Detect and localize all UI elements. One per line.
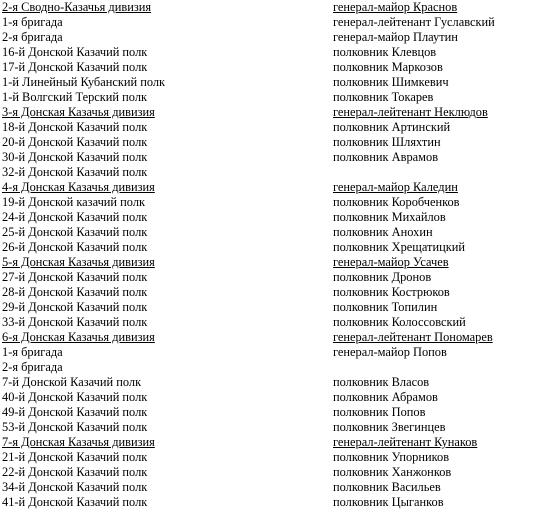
unit-row	[2, 120, 550, 135]
commander-name: полковник Токарев	[333, 90, 434, 104]
commander-name: полковник Власов	[333, 375, 430, 389]
unit-row	[2, 90, 550, 105]
division-row	[2, 105, 550, 120]
unit-name: 21-й Донской Казачий полк	[2, 450, 148, 464]
commander-name: полковник Дронов	[333, 270, 432, 284]
commander-name: генерал-майор Усачев	[333, 255, 449, 269]
unit-row	[2, 450, 550, 465]
unit-name: 49-й Донской Казачий полк	[2, 405, 148, 419]
unit-row	[2, 390, 550, 405]
commander-name: полковник Артинский	[333, 120, 451, 134]
unit-row	[2, 495, 550, 510]
unit-row	[2, 300, 550, 315]
unit-row	[2, 30, 550, 45]
division-name: 2-я Сводно-Казачья дивизия	[2, 0, 152, 14]
unit-name: 28-й Донской Казачий полк	[2, 285, 148, 299]
unit-name: 1-я бригада	[2, 15, 63, 29]
unit-name: 33-й Донской Казачий полк	[2, 315, 148, 329]
division-name: 7-я Донская Казачья дивизия	[2, 435, 155, 449]
commander-name: полковник Маркозов	[333, 60, 443, 74]
commander-name	[333, 360, 550, 375]
unit-name: 27-й Донской Казачий полк	[2, 270, 148, 284]
unit-row	[2, 165, 550, 180]
commander-name: полковник Колоссовский	[333, 315, 466, 329]
unit-name: 24-й Донской Казачий полк	[2, 210, 148, 224]
unit-row	[2, 60, 550, 75]
division-row	[2, 0, 550, 15]
division-name: 3-я Донская Казачья дивизия	[2, 105, 155, 119]
unit-name: 2-я бригада	[2, 360, 63, 374]
commander-name: генерал-майор Каледин	[333, 180, 458, 194]
unit-name: 32-й Донской Казачий полк	[2, 165, 148, 179]
unit-name: 1-й Линейный Кубанский полк	[2, 75, 166, 89]
commander-name: полковник Клевцов	[333, 45, 437, 59]
unit-name: 29-й Донской Казачий полк	[2, 300, 148, 314]
unit-row	[2, 465, 550, 480]
division-row	[2, 180, 550, 195]
commander-name: полковник Попов	[333, 405, 426, 419]
commander-name: полковник Ханжонков	[333, 465, 452, 479]
commander-name: полковник Шляхтин	[333, 135, 441, 149]
unit-row	[2, 480, 550, 495]
commander-name: полковник Кострюков	[333, 285, 450, 299]
division-row	[2, 330, 550, 345]
unit-row	[2, 15, 550, 30]
unit-name: 25-й Донской Казачий полк	[2, 225, 148, 239]
commander-name: полковник Звегинцев	[333, 420, 446, 434]
unit-row	[2, 345, 550, 360]
unit-name: 41-й Донской Казачий полк	[2, 495, 148, 509]
unit-row	[2, 45, 550, 60]
roster-table	[2, 0, 550, 510]
unit-name: 20-й Донской Казачий полк	[2, 135, 148, 149]
unit-row	[2, 405, 550, 420]
commander-name: генерал-майор Плаутин	[333, 30, 458, 44]
unit-name: 2-я бригада	[2, 30, 63, 44]
commander-name: генерал-лейтенант Неклюдов	[333, 105, 488, 119]
unit-row	[2, 420, 550, 435]
commander-name: генерал-майор Краснов	[333, 0, 458, 14]
commander-name: полковник Аврамов	[333, 150, 439, 164]
unit-name: 53-й Донской Казачий полк	[2, 420, 148, 434]
unit-row	[2, 150, 550, 165]
commander-name: полковник Коробченков	[333, 195, 460, 209]
commander-name: полковник Упорников	[333, 450, 450, 464]
unit-row	[2, 195, 550, 210]
commander-name: полковник Топилин	[333, 300, 438, 314]
commander-name: полковник Шимкевич	[333, 75, 449, 89]
unit-row	[2, 210, 550, 225]
unit-name: 30-й Донской Казачий полк	[2, 150, 148, 164]
unit-name: 22-й Донской Казачий полк	[2, 465, 148, 479]
commander-name: полковник Цыганков	[333, 495, 444, 509]
unit-row	[2, 270, 550, 285]
unit-name: 26-й Донской Казачий полк	[2, 240, 148, 254]
unit-name: 1-й Волгский Терский полк	[2, 90, 148, 104]
commander-name: полковник Анохин	[333, 225, 433, 239]
unit-row	[2, 225, 550, 240]
commander-name	[333, 165, 550, 180]
division-name: 6-я Донская Казачья дивизия	[2, 330, 155, 344]
commander-name: полковник Васильев	[333, 480, 441, 494]
commander-name: полковник Хрещатицкий	[333, 240, 465, 254]
unit-name: 16-й Донской Казачий полк	[2, 45, 148, 59]
commander-name: генерал-лейтенант Гуславский	[333, 15, 495, 29]
division-name: 5-я Донская Казачья дивизия	[2, 255, 155, 269]
unit-name: 7-й Донской Казачий полк	[2, 375, 142, 389]
commander-name: полковник Михайлов	[333, 210, 446, 224]
unit-row	[2, 75, 550, 90]
commander-name: генерал-майор Попов	[333, 345, 447, 359]
unit-row	[2, 240, 550, 255]
unit-row	[2, 375, 550, 390]
unit-name: 19-й Донской казачий полк	[2, 195, 146, 209]
unit-name: 17-й Донской Казачий полк	[2, 60, 148, 74]
commander-name: генерал-лейтенант Пономарев	[333, 330, 493, 344]
unit-row	[2, 135, 550, 150]
unit-name: 40-й Донской Казачий полк	[2, 390, 148, 404]
commander-name: полковник Абрамов	[333, 390, 438, 404]
commander-name: генерал-лейтенант Кунаков	[333, 435, 478, 449]
unit-name: 34-й Донской Казачий полк	[2, 480, 148, 494]
division-row	[2, 435, 550, 450]
unit-name: 1-я бригада	[2, 345, 63, 359]
division-row	[2, 255, 550, 270]
unit-row	[2, 315, 550, 330]
unit-row	[2, 360, 550, 375]
division-name: 4-я Донская Казачья дивизия	[2, 180, 155, 194]
unit-row	[2, 285, 550, 300]
unit-name: 18-й Донской Казачий полк	[2, 120, 148, 134]
